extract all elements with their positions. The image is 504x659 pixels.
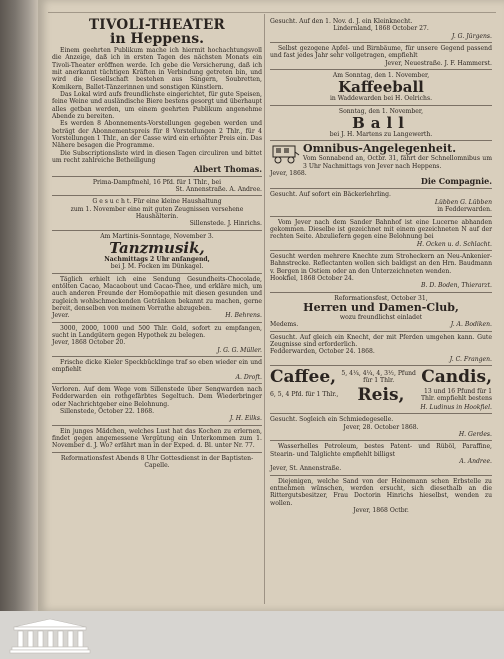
- chocolade-text: Täglich erhielt ich eine Sendung Gesundheits-Chocolade, entölten Cacao, Macaobout und Cacao-Thee, und erkläre mich, um auch anderen Freunde der Homöopathie mit diesen gesunden und zugleich wohlschmeckenden Getränken bekannt zu machen, gerne bereit, denselben von meinem Vorrathe abzugeben.: [52, 275, 262, 312]
- kaffeeball-title: Kaffeeball: [338, 78, 424, 97]
- pferdeknecht-signature: J. C. Frangen.: [449, 355, 492, 363]
- ad-speckbuecklinge: [52, 359, 262, 381]
- lucerne-signature: H. Ocken u. d. Schlacht.: [416, 240, 492, 248]
- coach-icon: [270, 143, 300, 165]
- geld-signature: J. G. G. Müller.: [217, 346, 262, 354]
- candis-title: Candis,: [421, 367, 492, 387]
- separator: [270, 42, 492, 43]
- tivoli-signature: Albert Thomas.: [193, 163, 262, 174]
- chocolade-signature: H. Behrens.: [225, 312, 262, 320]
- kaffeeball-place: in Waddewarden bei H. Oelrichs.: [329, 95, 433, 103]
- newspaper-page: [38, 0, 504, 611]
- top-rule: [48, 12, 496, 13]
- tivoli-body-2: Das Lokal wird aufs freundlichste eingerichtet, für gute Speisen, feine Weine und ausländische Biere bestens gesorgt und überhaupt alles getban werden, um einem geehrten Publikum angenehme Abende zu bereiten.: [52, 91, 262, 121]
- tivoli-title: TIVOLI-THEATER: [88, 17, 226, 33]
- kaffeeball-date: Am Sonntag, den 1. November,: [332, 72, 430, 80]
- club-place: Medems.: [270, 321, 299, 329]
- separator: [52, 273, 262, 274]
- schmied-text: Gesucht. Sogleich ein Schmiedegeselle.: [270, 416, 394, 424]
- club-footer: [270, 321, 492, 328]
- ad-reformationsfest: [52, 455, 262, 470]
- ad-pferdeknecht: [270, 334, 492, 363]
- ad-maedchen: [52, 428, 262, 450]
- lucerne-text: Vom Jever nach dem Sander Bahnhof ist eine Lucerne abhanden gekommen. Dieselbe ist gezeichnet mit einem gezeichneten N auf der rechten Seite. Abzuliefern gegen eine Belohnung bei: [270, 218, 492, 241]
- pferdeknecht-place: Fedderwarden, October 24. 1868.: [270, 348, 375, 356]
- ad-sand: [270, 478, 492, 515]
- ad-petroleum: [270, 443, 492, 472]
- ad-club: [270, 295, 492, 329]
- separator: [52, 230, 262, 231]
- sand-text: Diejenigen, welche Sand von der Heinemann schen Erbstelle zu entnehmen wünschen, werden ersucht, sich diesethalb an die Rittergutsbesitzer, Frau Doctorin Hinrichs hieselbst, wenden zu wollen.: [270, 477, 492, 507]
- chocolade-place: Jever.: [52, 312, 70, 320]
- separator: [270, 331, 492, 332]
- ad-verloren: [52, 386, 262, 423]
- obstbaeume-signature: Jever, Neuestraße. J. F. Hammerst.: [385, 59, 492, 67]
- ad-geld: [52, 325, 262, 354]
- verloren-date: Sillenstede, October 22. 1868.: [60, 408, 155, 416]
- left-column: [52, 18, 262, 472]
- maedchen-text: Ein junges Mädchen, welches Lust hat das Kochen zu erlernen, findet gegen angemessene Vergütung ein Unterkommen zum 1. November d. J. Wo? erfährt man in der Exped. d. Bl. unter Nr. 77.: [52, 427, 262, 450]
- separator: [270, 475, 492, 476]
- ad-caffee-reis-candis: [270, 368, 492, 411]
- reform-text: Reformationsfest Abends 8 Uhr Gottesdienst in der Baptisten-Capelle.: [60, 454, 254, 470]
- martini-line: Am Martinis-Sonntage, November 3.: [100, 232, 214, 240]
- tivoli-body: Einem geehrten Publikum mache ich hiermit hochachtungsvoll die Anzeige, daß ich in ersten Tagen des nächsten Monats ein Tivoli-Theater eröffnen werde. Ich gebe die Versicherung, daß ich mit anerkannt tüchtigen Kräften in Verbindung getreten bin, und wird die Gesellschaft bestehen aus Sängern, Soubretten, Komikern, Ballet-Tänzerinnen und sonstigen Künstlern.: [52, 47, 262, 91]
- ad-knechte: [270, 253, 492, 290]
- reis-prices: 6, 5, 4 Pfd. für 1 Thlr.,: [270, 391, 339, 399]
- gesucht-line-2: zum 1. November eine mit guten Zeugnissen versehene: [70, 205, 244, 213]
- separator: [270, 413, 492, 414]
- pferdeknecht-text: Gesucht. Auf gleich ein Knecht, der mit Pferden umgehen kann. Gute Zeugnisse sind erforderlich.: [270, 333, 492, 348]
- obstbaeume-text: Selbst gezogene Apfel- und Birnbäume, für unsere Gegend passend und fast jedes Jahr sehr vollgetragen, empfiehlt: [270, 45, 492, 60]
- dampf-text: Prima-Dampfmehl, 16 Pfd. für 1 Thlr., bei: [92, 178, 222, 186]
- gesucht-line-3: Haushälterin.: [135, 212, 179, 220]
- sand-date: Jever, 1868 Octbr.: [353, 507, 409, 515]
- ball-title: Ball: [352, 114, 410, 133]
- petroleum-signature: A. Andree.: [459, 458, 492, 466]
- kleinknecht-signature: J. G. Jürgens.: [451, 32, 492, 40]
- kleinknecht-text: Gesucht. Auf den 1. Nov. d. J. ein Kleinknecht.: [270, 18, 413, 25]
- omnibus-signature: Die Compagnie.: [420, 176, 492, 187]
- gesucht-signature: Sillenstede. J. Hinrichs.: [189, 220, 262, 228]
- tivoli-body-4: Die Subscriptionsliste wird in diesen Tagen circuliren und bittet um recht zahlreiche Betheiligung: [52, 149, 262, 165]
- baecker-signature: Lübben G. Lübben: [434, 198, 492, 206]
- speck-text: Frische dicke Kieler Speckbücklinge traf so eben wieder ein und empfiehlt: [52, 359, 262, 374]
- ad-ball: [270, 108, 492, 139]
- omnibus-title: Omnibus-Angelegenheit.: [303, 142, 457, 156]
- knechte-text: Gesucht werden mehrere Knechte zum Stroheckern an Neu-Ankenier-Bahnstrecke. Reflectanten wollen sich baldigst an den Hrn. Baudmann v. Bergen in Ostiem oder an den Unterzeichneten wenden.: [270, 252, 492, 275]
- right-column: [270, 18, 492, 516]
- knechte-date: Hookfiel, 1868 October 24.: [270, 274, 354, 282]
- separator: [52, 425, 262, 426]
- separator: [270, 105, 492, 106]
- ball-date: Sonntag, den 1. November,: [338, 107, 424, 115]
- ad-obstbaeume: [270, 45, 492, 67]
- separator: [270, 365, 492, 366]
- geld-text: 3000, 2000, 1000 und 500 Thlr. Gold, sofort zu empfangen, sucht in Landgütern gegen Hypothek zu belegen.: [52, 324, 262, 339]
- geld-date: Jever, 1868 October 20.: [52, 339, 126, 347]
- club-subtitle: wozu freundlichst einladet: [339, 313, 423, 321]
- club-title: Herren und Damen-Club,: [303, 300, 459, 314]
- baecker-text: Gesucht. Auf sofort ein Bäckerlehrling.: [270, 191, 391, 199]
- schmied-date: Jever, 28. October 1868.: [343, 423, 419, 431]
- caffee-signature: H. Ludinus in Hookfiel.: [420, 404, 492, 411]
- caffee-prices: 5, 4¼, 4¼, 4, 3½, Pfund für 1 Thlr.: [341, 369, 416, 384]
- ad-tivoli: [52, 18, 262, 174]
- separator: [270, 292, 492, 293]
- chocolade-footer: [52, 312, 262, 319]
- ad-kaffeeball: [270, 72, 492, 103]
- club-date: Reformationsfest, October 31,: [334, 294, 428, 302]
- ad-haushaelterin: [52, 198, 262, 227]
- knechte-signature: B. D. Boden, Thierarzt.: [421, 282, 492, 290]
- book-spine: [0, 0, 38, 659]
- separator: [52, 195, 262, 196]
- column-rule: [264, 14, 265, 604]
- tanzmusik-subtitle: Nachmittags 2 Uhr anfangend,: [104, 255, 210, 263]
- club-signature: J. A. Bodiken.: [450, 321, 492, 329]
- gesucht-line-1: G e s u c h t. Für eine kleine Haushaltung: [92, 198, 222, 206]
- ad-tanzmusik: [52, 233, 262, 271]
- caffee-title: Caffee,: [270, 367, 337, 387]
- kleinknecht-date: Lindernland, 1868 October 27.: [333, 25, 429, 33]
- separator: [270, 69, 492, 70]
- tanzmusik-host: bei J. M. Focken im Dünkagel.: [110, 263, 204, 271]
- ad-dampfmehl: [52, 179, 262, 194]
- library-logo-icon: [4, 617, 96, 655]
- separator: [270, 216, 492, 217]
- ad-omnibus: [270, 143, 492, 186]
- separator: [52, 452, 262, 453]
- ad-kleinknecht: [270, 18, 492, 40]
- ad-gesundheits-chocolade: [52, 276, 262, 320]
- separator: [270, 440, 492, 441]
- speck-signature: A. Droft.: [235, 373, 262, 381]
- separator: [52, 322, 262, 323]
- schmied-signature: H. Gerdes.: [458, 431, 492, 439]
- petroleum-text: Wasserhelles Petroleum, bestes Patent- und Rüböl, Paraffine, Stearin- und Talglichte empfiehlt billigst: [270, 443, 492, 458]
- reis-title: Reis,: [357, 385, 405, 405]
- ad-lucerne: [270, 219, 492, 248]
- verloren-text: Verloren. Auf dem Wege vom Sillenstede über Sengwarden nach Fedderwarden ein rothgefärbtes Segeltuch. Dem Wiederbringer oder Nachrichtgeber eine Belohnung.: [52, 386, 262, 408]
- tivoli-body-3: Es werden 8 Abonnements-Vorstellungen gegeben werden und beträgt der Abonnementspreis für 8 Vorstellungen 2 Thlr., für 4 Vorstellungen 1 Thlr., an der Casse wird ein erhöhter Preis ein. Das Nähere besagen die Programme.: [52, 120, 262, 150]
- baecker-place: in Fedderwarden.: [437, 206, 492, 214]
- separator: [270, 140, 492, 141]
- separator: [270, 250, 492, 251]
- omnibus-date: Jever, 1868.: [270, 170, 307, 178]
- ball-host: bei J. H. Martens zu Langewerth.: [329, 131, 433, 139]
- omnibus-text: Vom Sonnabend an, Octbr. 31, fährt der Schnellomnibus um 3 Uhr Nachmittags von Jever nach Heppens.: [303, 155, 492, 170]
- candis-prices: 13 und 16 Pfund für 1 Thlr. empfiehlt bestens: [420, 387, 492, 402]
- separator: [270, 188, 492, 189]
- ad-baeckerlehrling: [270, 191, 492, 213]
- dampf-signature: St. Annenstraße. A. Andree.: [175, 185, 262, 193]
- tanzmusik-title: Tanzmusik,: [109, 238, 205, 257]
- tivoli-place: in Heppens.: [110, 31, 204, 47]
- separator: [52, 383, 262, 384]
- separator: [52, 176, 262, 177]
- ad-schmiedegeselle: [270, 416, 492, 438]
- petroleum-place: Jever, St. Annenstraße.: [270, 465, 342, 473]
- separator: [52, 356, 262, 357]
- verloren-signature: J. H. Eilks.: [229, 415, 262, 423]
